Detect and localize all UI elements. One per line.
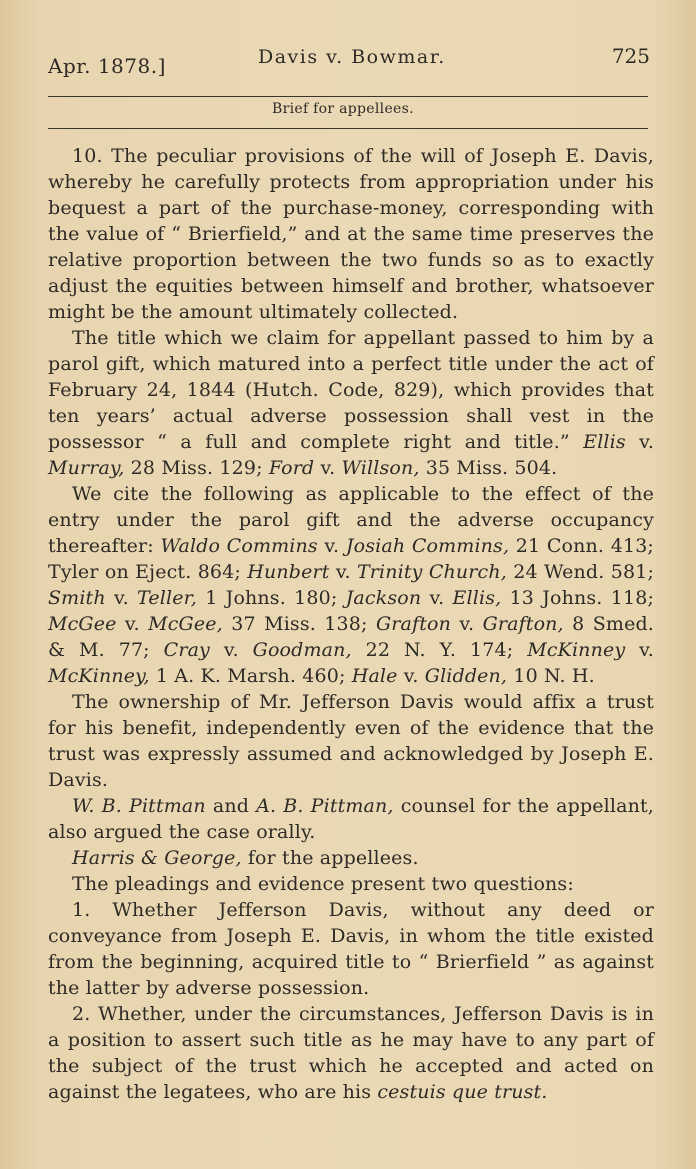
paragraph [48, 325, 654, 481]
text-segment: 21 Conn. 413; Tyler on Eject. 864; [48, 535, 654, 583]
text-segment: v. [625, 639, 654, 661]
italic-citation: Grafton [375, 613, 451, 635]
italic-citation: Trinity Church, [356, 561, 507, 583]
italic-citation: McKinney [527, 639, 626, 661]
text-segment: 10 N. H. [507, 665, 595, 687]
text-segment: and [205, 795, 257, 817]
italic-citation: Ellis [583, 431, 626, 453]
italic-citation: Harris & George, [72, 847, 242, 869]
text-segment: v. [317, 535, 346, 557]
italic-citation: Willson, [341, 457, 420, 479]
text-segment: 1. Whether Jefferson Davis, without any deed or conveyance from Joseph E. Davis, in whom the title existed from the beginning, acquired title to “ Brierfield ” as against the latter by adverse possession. [48, 899, 654, 999]
text-segment: v. [314, 457, 342, 479]
paragraph [48, 897, 654, 1001]
body-text [48, 143, 654, 1105]
italic-citation: Glidden, [424, 665, 508, 687]
text-segment: 1 Johns. 180; [196, 587, 346, 609]
italic-citation: Waldo Commins [160, 535, 318, 557]
text-segment: The title which we claim for appellant passed to him by a parol gift, which matured into a perfect title under the act of February 24, 1844 (Hutch. Code, 829), which provides that ten years’ actual adverse possession shall vest in the possessor “ a full and complete right and title.” [48, 327, 654, 453]
italic-citation: Ellis, [452, 587, 502, 609]
text-segment: The ownership of Mr. Jefferson Davis would affix a trust for his benefit, independently even of the evidence that the trust was expressly assumed and acknowledged by Joseph E. Davis. [48, 691, 654, 791]
text-segment: 13 Johns. 118; [501, 587, 655, 609]
text-segment: 24 Wend. 581; [506, 561, 655, 583]
paragraph [48, 871, 654, 897]
text-segment: 28 Miss. 129; [124, 457, 269, 479]
text-segment: counsel for the appellant, also argued the case orally. [48, 795, 654, 843]
italic-citation: Smith [48, 587, 106, 609]
text-segment: v. [329, 561, 357, 583]
paragraph [48, 845, 654, 871]
italic-citation: cestuis que trust. [377, 1081, 548, 1103]
italic-citation: Hunbert [247, 561, 330, 583]
text-segment: 37 Miss. 138; [222, 613, 376, 635]
text-segment: 22 N. Y. 174; [351, 639, 528, 661]
text-segment: v. [625, 431, 655, 453]
header-rule-bottom [48, 128, 648, 129]
italic-citation: Teller, [137, 587, 197, 609]
italic-citation: Goodman, [252, 639, 352, 661]
paragraph [48, 1001, 654, 1105]
italic-citation: Cray [163, 639, 210, 661]
italic-citation: Josiah Commins, [345, 535, 510, 557]
text-segment: 1 A. K. Marsh. 460; [149, 665, 352, 687]
italic-citation: Grafton, [482, 613, 564, 635]
header-date: Apr. 1878.] [48, 54, 166, 78]
text-segment: v. [116, 613, 149, 635]
text-segment: for the appellees. [241, 847, 419, 869]
page-number: 725 [611, 44, 650, 68]
italic-citation: McGee, [148, 613, 223, 635]
paragraph [48, 481, 654, 689]
italic-citation: A. B. Pittman, [256, 795, 394, 817]
italic-citation: Ford [268, 457, 315, 479]
paragraph [48, 793, 654, 845]
header-rule-top [48, 96, 648, 97]
text-segment: 10. The peculiar provisions of the will of Joseph E. Davis, whereby he carefully protects from appropriation under his bequest a part of the purchase-money, corresponding with the value of “ Brierfield,” and at the same time preserves the relative proportion between the two funds so as to exactly adjust the equities between himself and brother, whatsoever might be the amount ultimately collected. [48, 145, 654, 323]
text-segment: v. [209, 639, 253, 661]
text-segment: We cite the following as applicable to the effect of the entry under the parol gift and the adverse occupancy thereafter: [48, 483, 654, 557]
text-segment: The pleadings and evidence present two questions: [72, 873, 574, 895]
text-segment: v. [397, 665, 425, 687]
text-segment: v. [450, 613, 483, 635]
text-segment: 2. Whether, under the circumstances, Jefferson Davis is in a position to assert such title as he may have to any part of the subject of the trust which he accepted and acted on against the legatees, who are his [48, 1003, 654, 1103]
italic-citation: McKinney, [48, 665, 150, 687]
text-segment: 35 Miss. 504. [419, 457, 558, 479]
italic-citation: W. B. Pittman [72, 795, 206, 817]
italic-citation: Hale [351, 665, 398, 687]
paragraph [48, 689, 654, 793]
header-case-title: Davis v. Bowmar. [258, 46, 446, 68]
text-segment: v. [105, 587, 138, 609]
text-segment: 8 Smed. & M. 77; [48, 613, 654, 661]
italic-citation: McGee [48, 613, 117, 635]
italic-citation: Jackson [345, 587, 422, 609]
italic-citation: Murray, [48, 457, 125, 479]
subheading: Brief for appellees. [272, 101, 414, 117]
running-header [48, 40, 650, 80]
text-segment: v. [421, 587, 453, 609]
paragraph [48, 143, 654, 325]
